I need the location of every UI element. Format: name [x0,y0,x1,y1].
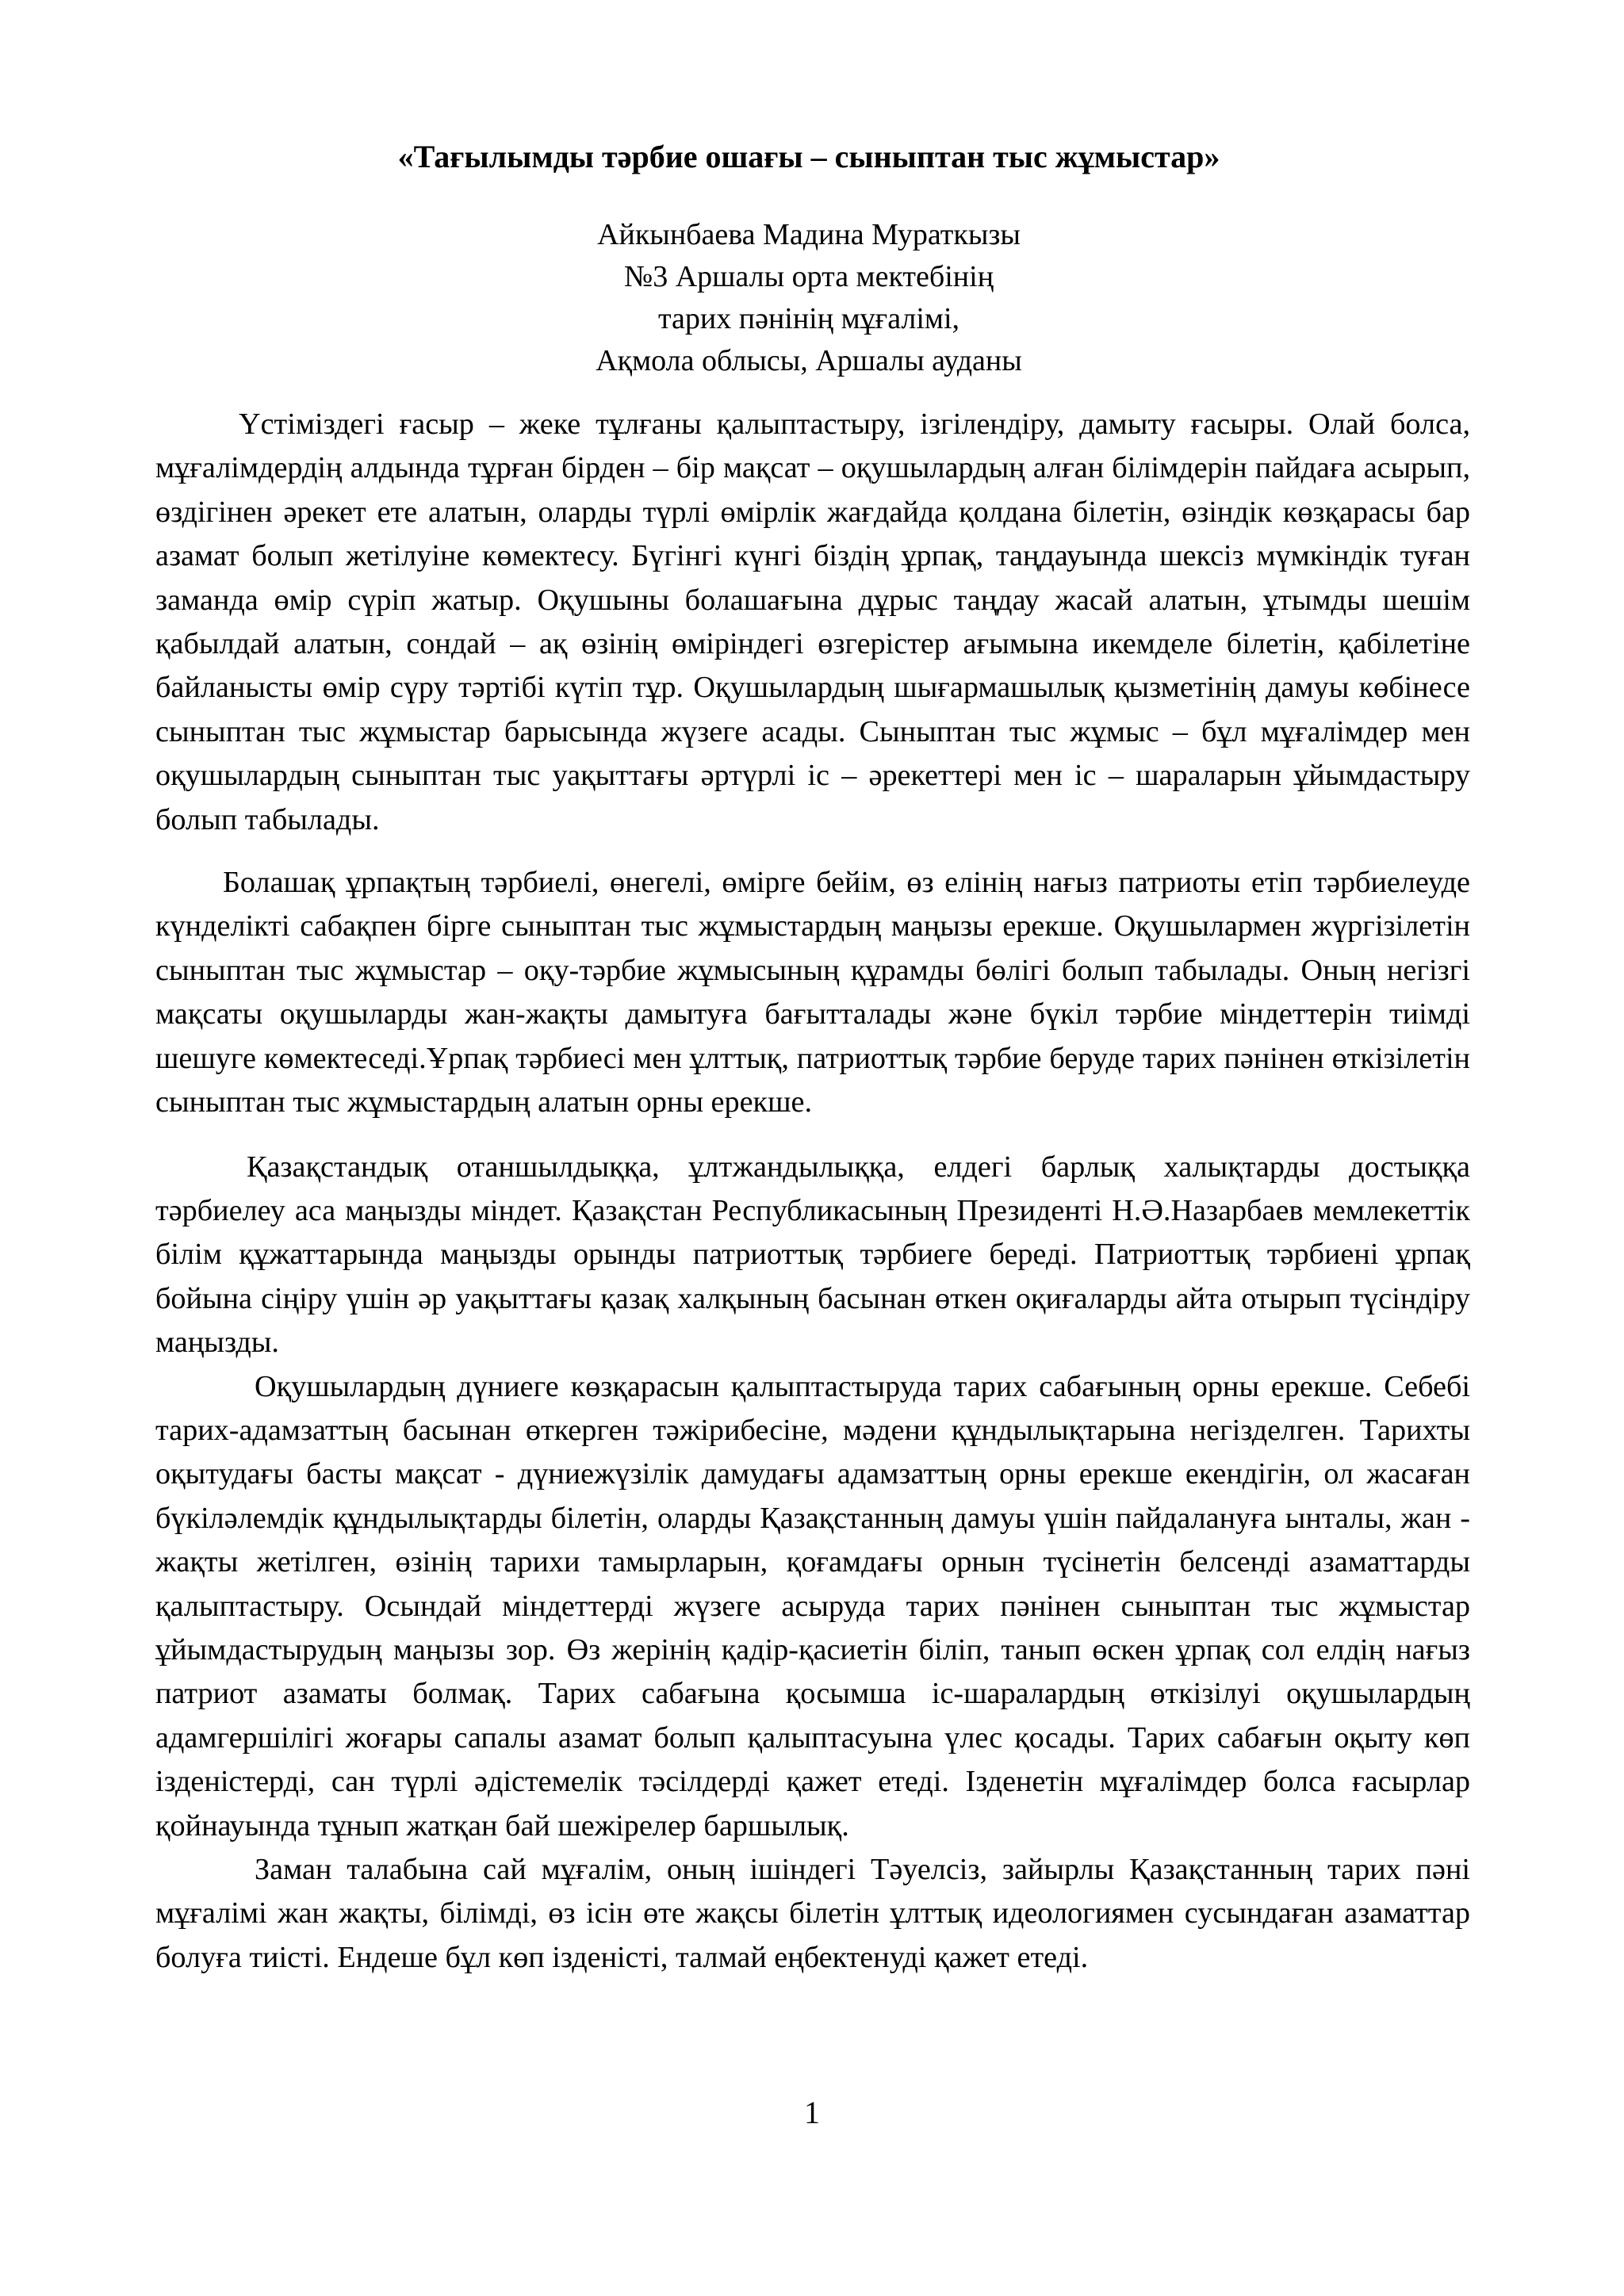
paragraph-5: Заман талабына сай мұғалім, оның ішіндегі Тәуелсіз, зайырлы Қазақстанның тарих пәні мұғалімі жан жақты, білімді, өз ісін өте жақсы білетін ұлттық идеологиямен сусындаған азаматтар болуға тиісті. Ендеше бұл көп ізденісті, талмай еңбектенуді қажет етеді. [155,1853,1470,1974]
author-name: Айкынбаева Мадина Мураткызы [597,218,1021,251]
page-number: 1 [804,2095,820,2130]
paragraph-3: Қазақстандық отаншылдыққа, ұлтжандылыққа, елдегі барлық халықтарды достыққа тәрбиелеу аса маңызды міндет. Қазақстан Республикасының Президенті Н.Ә.Назарбаев мемлекеттік білім құжаттарында маңызды орынды патриоттық тәрбиеге береді. Патриоттық тәрбиені ұрпақ бойына сіңіру үшін әр уақыттағы қазақ халқының басынан өткен оқиғаларды айта отырып түсіндіру маңызды. [155,1150,1470,1360]
author-region: Ақмола облысы, Аршалы ауданы [596,344,1022,377]
body-text [155,403,1470,1980]
document-title: «Тағылымды тәрбие ошағы – сыныптан тыс жұмыстар» [397,139,1220,174]
paragraph-1: Үстіміздегі ғасыр – жеке тұлғаны қалыптастыру, ізгілендіру, дамыту ғасыры. Олай болса, мұғалімдердің алдында тұрған бірден – бір мақсат – оқушылардың алған білімдерін пайдаға асырып, өздігінен әрекет ете алатын, оларды түрлі өмірлік жағдайда қолдана білетін, өзіндік көзқарасы бар азамат болып жетілуіне көмектесу. Бүгінгі күнгі біздің ұрпақ, таңдауында шексіз мүмкіндік туған заманда өмір сүріп жатыр. Оқушыны болашағына дұрыс таңдау жасай алатын, ұтымды шешім қабылдай алатын, сондай – ақ өзінің өміріндегі өзгерістер ағымына икемделе білетін, қабілетіне байланысты өмір сүру тәртібі күтіп тұр. Оқушылардың шығармашылық қызметінің дамуы көбінесе сыныптан тыс жұмыстар барысында жүзеге асады. Сыныптан тыс жұмыс – бұл мұғалімдер мен оқушылардың сыныптан тыс уақыттағы әртүрлі іс – әрекеттері мен іс – шараларын ұйымдастыру болып табылады. [155,408,1470,836]
paragraph-2: Болашақ ұрпақтың тәрбиелі, өнегелі, өмірге бейім, өз елінің нағыз патриоты етіп тәрбиелеуде күнделікті сабақпен бірге сыныптан тыс жұмыстардың маңызы ерекше. Оқушылармен жүргізілетін сыныптан тыс жұмыстар – оқу-тәрбие жұмысының құрамды бөлігі болып табылады. Оның негізгі мақсаты оқушыларды жан-жақты дамытуға бағытталады және бүкіл тәрбие міндеттерін тиімді шешуге көмектеседі.Ұрпақ тәрбиесі мен ұлттық, патриоттық тәрбие беруде тарих пәнінен өткізілетін сыныптан тыс жұмыстардың алатын орны ерекше. [155,866,1470,1119]
author-subject: тарих пәнінің мұғалімі, [657,302,960,335]
author-school: №3 Аршалы орта мектебінің [623,260,994,293]
author-block [151,214,1467,382]
paragraph-4: Оқушылардың дүниеге көзқарасын қалыптастыруда тарих сабағының орны ерекше. Себебі тарих-адамзаттың басынан өткерген тәжірибесіне, мәдени құндылықтарына негізделген. Тарихты оқытудағы басты мақсат - дүниежүзілік дамудағы адамзаттың орны ерекше екендігін, ол жасаған бүкіләлемдік құндылықтарды білетін, оларды Қазақстанның дамуы үшін пайдалануға ынталы, жан - жақты жетілген, өзінің тарихи тамырларын, қоғамдағы орнын түсінетін белсенді азаматтарды қалыптастыру. Осындай міндеттерді жүзеге асыруда тарих пәнінен сыныптан тыс жұмыстар ұйымдастырудың маңызы зор. Өз жерінің қадір-қасиетін біліп, танып өскен ұрпақ сол елдің нағыз патриот азаматы болмақ. Тарих сабағына қосымша іс-шаралардың өткізілуі оқушылардың адамгершілігі жоғары сапалы азамат болып қалыптасуына үлес қосады. Тарих сабағын оқыту көп ізденістерді, сан түрлі әдістемелік тәсілдерді қажет етеді. Ізденетін мұғалімдер болса ғасырлар қойнауында тұнып жатқан бай шежірелер баршылық. [155,1369,1470,1843]
